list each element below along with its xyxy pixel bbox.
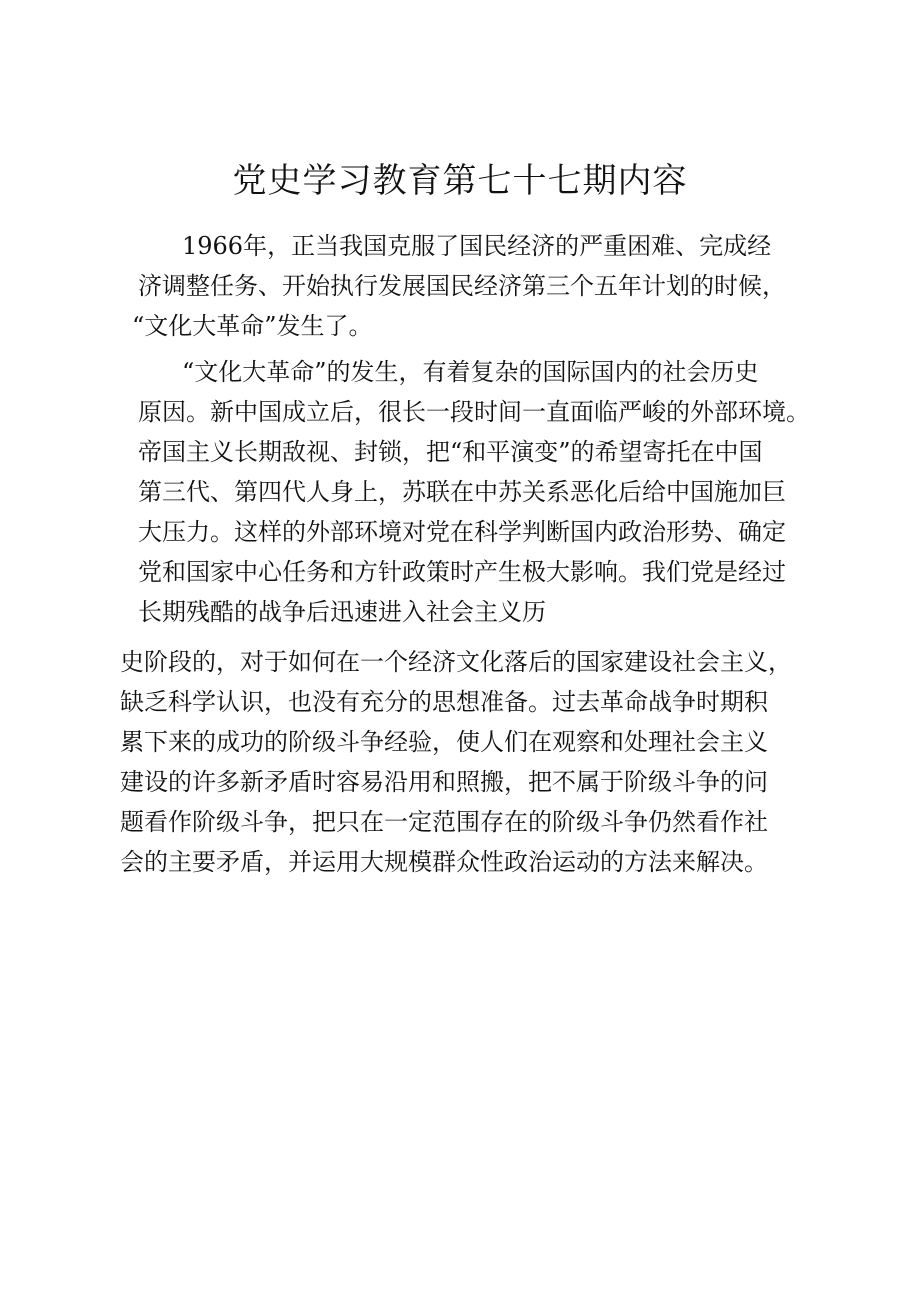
text-line: 济调整任务、开始执行发展国民经济第三个五年计划的时候， [138, 272, 786, 300]
text-line: 题看作阶级斗争，把只在一定范围存在的阶级斗争仍然看作社 [120, 808, 768, 836]
text-line: 缺乏科学认识，也没有充分的思想准备。过去革命战争时期积 [120, 688, 768, 716]
text-block-upper [132, 226, 810, 632]
text-line: 帝国主义长期敌视、封锁，把“和平演变”的希望寄托在中国 [138, 438, 763, 466]
text-line: 建设的许多新矛盾时容易沿用和照搬，把不属于阶级斗争的问 [120, 768, 768, 796]
text-line: 累下来的成功的阶级斗争经验，使人们在观察和处理社会主义 [120, 728, 768, 756]
text-line: 原因。新中国成立后，很长一段时间一直面临严峻的外部环境。 [138, 398, 810, 426]
text-block-lower [120, 642, 810, 882]
text-line: 党和国家中心任务和方针政策时产生极大影响。我们党是经过 [138, 558, 786, 586]
text-line: 大压力。这样的外部环境对党在科学判断国内政治形势、确定 [138, 518, 786, 546]
text-line: “文化大革命”发生了。 [132, 312, 373, 340]
paragraph-3 [120, 642, 810, 882]
text-line: “文化大革命”的发生，有着复杂的国际国内的社会历史 [182, 358, 759, 386]
text-line: 会的主要矛盾，并运用大规模群众性政治运动的方法来解决。 [120, 848, 768, 876]
text-line: 第三代、第四代人身上，苏联在中苏关系恶化后给中国施加巨 [138, 478, 786, 506]
text-line: 1966年，正当我国克服了国民经济的严重困难、完成经 [182, 232, 772, 260]
paragraph-2 [138, 352, 810, 632]
page-title: 党史学习教育第七十七期内容 [232, 161, 688, 201]
text-line: 史阶段的，对于如何在一个经济文化落后的国家建设社会主义， [120, 648, 792, 676]
text-line: 长期残酷的战争后迅速进入社会主义历 [138, 598, 546, 626]
paragraph-1 [132, 226, 810, 346]
